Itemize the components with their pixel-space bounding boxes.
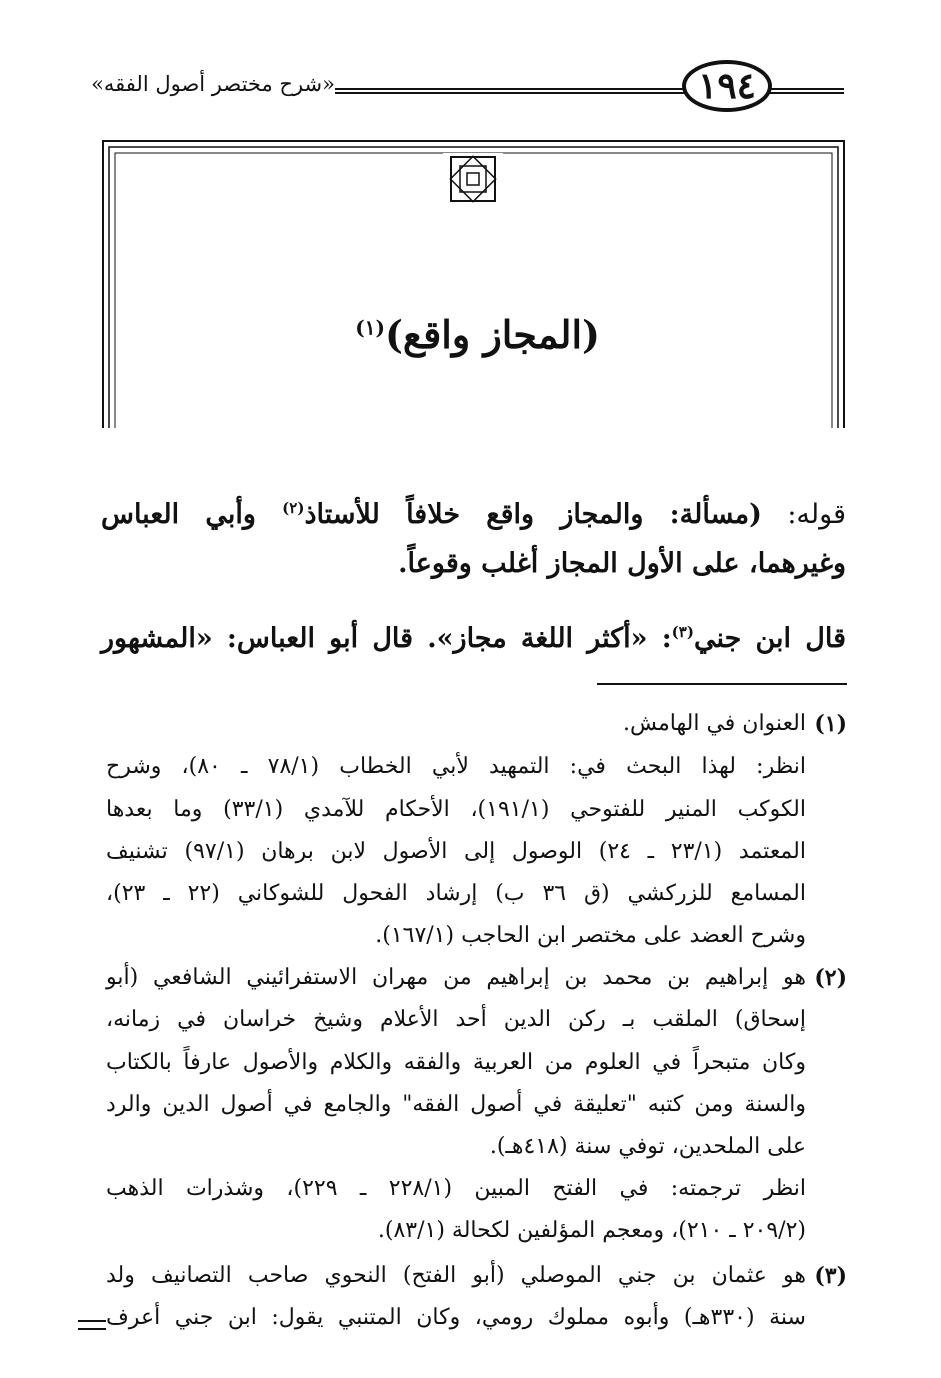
footnote-line: العنوان في الهامش. bbox=[622, 711, 806, 736]
chapter-note-ref: (١) bbox=[355, 315, 385, 340]
footnote-line: هو إبراهيم بن محمد بن إبراهيم من مهران الاستفرائيني الشافعي (أبو bbox=[106, 965, 806, 990]
star-ornament-icon bbox=[443, 153, 503, 202]
footnote-number: (٢) bbox=[814, 965, 847, 991]
footnote-number: (١) bbox=[814, 711, 847, 737]
body-line-2: وغيرهما، على الأول المجاز أغلب وقوعاً. bbox=[398, 548, 846, 579]
body-lead: قوله: bbox=[761, 499, 846, 530]
footnote-line: انظر: لهذا البحث في: التمهيد لأبي الخطاب (٧٨/١ ـ ٨٠)، وشرح bbox=[106, 754, 806, 779]
footnote-ref: (٣) bbox=[671, 623, 694, 641]
footnote-ref: (٢) bbox=[282, 499, 305, 517]
chapter-frame bbox=[102, 140, 845, 428]
footnote-line: وكان متبحراً في العلوم من العربية والفقه والكلام والأصول عارفاً بالكتاب bbox=[106, 1050, 806, 1075]
footnote-line: سنة (٣٣٠هـ) وأبوه مملوك رومي، وكان المتنبي يقول: ابن جني أعرف bbox=[106, 1305, 806, 1330]
running-title: «شرح مختصر أصول الفقه» bbox=[100, 72, 335, 102]
footnote-line: على الملحدين، توفي سنة (٤١٨هـ). bbox=[489, 1134, 806, 1159]
footnote-line: الكوكب المنير للفتوحي (١٩١/١)، الأحكام للآمدي (٣٣/١) وما بعدها bbox=[106, 797, 806, 822]
chapter-title-text: (المجاز واقع) bbox=[384, 312, 600, 357]
body-line-3 bbox=[101, 610, 846, 654]
footnote-line: إسحاق) الملقب بـ ركن الدين أحد الأعلام وشيخ خراسان في زمانه، bbox=[106, 1007, 806, 1032]
page-number: ١٩٤ bbox=[682, 60, 772, 112]
header-rule-right bbox=[760, 88, 844, 94]
footnote-line: هو عثمان بن جني الموصلي (أبو الفتح) النحوي صاحب التصانيف ولد bbox=[106, 1263, 806, 1288]
footnote-line: (٢٠٩/٢ ـ ٢١٠)، ومعجم المؤلفين لكحالة (٨٣/١). bbox=[377, 1218, 806, 1243]
continuation-mark-icon bbox=[78, 1320, 106, 1330]
body-text: وأبي العباس bbox=[101, 499, 283, 530]
footnote-line: والسنة ومن كتبه "تعليقة في أصول الفقه" والجامع في أصول الدين والرد bbox=[106, 1092, 806, 1117]
body-text: (مسألة: والمجاز واقع خلافاً للأستاذ bbox=[304, 499, 762, 530]
chapter-title bbox=[200, 312, 600, 382]
footnote-number: (٣) bbox=[814, 1263, 847, 1289]
body-text: : «أكثر اللغة مجاز». قال أبو العباس: «المشهور bbox=[101, 623, 672, 654]
footnote-line: وشرح العضد على مختصر ابن الحاجب (١٦٧/١). bbox=[375, 923, 806, 948]
footnote-line: المعتمد (٢٣/١ ـ ٢٤) الوصول إلى الأصول لابن برهان (٩٧/١) تشنيف bbox=[106, 839, 806, 864]
body-line-1 bbox=[101, 486, 846, 530]
footnote-line: المسامع للزركشي (ق ٣٦ ب) إرشاد الفحول للشوكاني (٢٢ ـ ٢٣)، bbox=[106, 881, 806, 906]
footnote-separator bbox=[597, 683, 847, 685]
body-text: قال ابن جني bbox=[693, 623, 846, 654]
footnote-line: انظر ترجمته: في الفتح المبين (٢٢٨/١ ـ ٢٢٩)، وشذرات الذهب bbox=[106, 1176, 806, 1201]
